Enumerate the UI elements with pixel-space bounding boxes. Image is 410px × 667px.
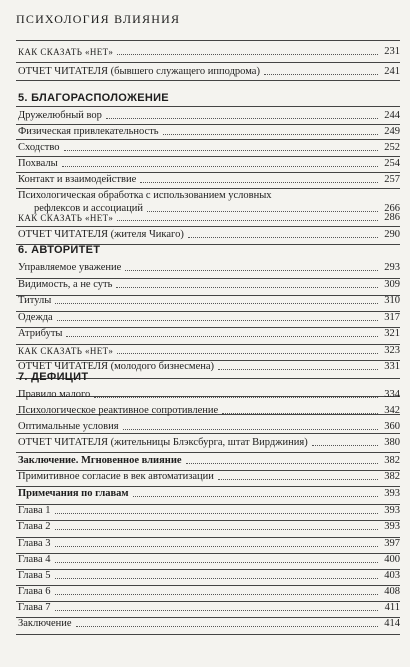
page-number: 317 xyxy=(384,312,400,323)
page-number: 244 xyxy=(384,110,400,121)
row-divider xyxy=(16,327,400,328)
page-number: 266 xyxy=(384,203,400,214)
row-divider xyxy=(16,569,400,570)
row-divider xyxy=(16,433,400,434)
page-number: 331 xyxy=(384,361,400,372)
page-number: 241 xyxy=(384,66,400,77)
page-number: 290 xyxy=(384,229,400,240)
row-divider xyxy=(16,634,400,635)
row-divider xyxy=(16,585,400,586)
row-divider xyxy=(16,295,400,296)
section-title: 5. БЛАГОРАСПОЛОЖЕНИЕ xyxy=(18,92,169,104)
dot-leader xyxy=(76,626,378,627)
dot-leader xyxy=(186,463,378,464)
page-number: 393 xyxy=(384,488,400,499)
dot-leader xyxy=(55,578,378,579)
entry-title: Оптимальные условия xyxy=(18,421,119,432)
entry-title: КАК СКАЗАТЬ «НЕТ» xyxy=(18,213,114,223)
dot-leader xyxy=(117,220,378,221)
entry-title: Атрибуты xyxy=(18,328,63,339)
entry-title: ОТЧЕТ ЧИТАТЕЛЯ (молодого бизнесмена) xyxy=(18,361,215,372)
entry-title: Глава 5 xyxy=(18,570,51,581)
row-divider xyxy=(16,139,400,140)
dot-leader xyxy=(123,429,378,430)
row-divider xyxy=(16,504,400,505)
page-number: 254 xyxy=(384,158,400,169)
entry-title-continuation: рефлексов и ассоциаций xyxy=(34,203,144,214)
page-number: 231 xyxy=(384,46,400,57)
entry-title: Психологическое реактивное сопротивление xyxy=(18,405,219,416)
page-number: 400 xyxy=(384,554,400,565)
entry-title: Физическая привлекательность xyxy=(18,126,159,137)
row-divider xyxy=(16,486,400,487)
dot-leader xyxy=(312,445,378,446)
entry-title: ОТЧЕТ ЧИТАТЕЛЯ (жительницы Блэксбурга, штат Вирджиния) xyxy=(18,437,308,448)
dot-leader xyxy=(66,336,378,337)
entry-title: Примитивное согласие в век автоматизации xyxy=(18,471,214,482)
entry-title: Управляемое уважение xyxy=(18,262,122,273)
dot-leader xyxy=(57,320,378,321)
row-divider xyxy=(16,156,400,157)
dot-leader xyxy=(147,211,378,212)
page-number: 360 xyxy=(384,421,400,432)
dot-leader xyxy=(222,413,378,414)
row-divider xyxy=(16,62,400,63)
section-title: 7. ДЕФИЦИТ xyxy=(18,371,89,383)
dot-leader xyxy=(188,237,378,238)
dot-leader xyxy=(218,479,378,480)
page-number: 408 xyxy=(384,586,400,597)
dot-leader xyxy=(125,270,378,271)
dot-leader xyxy=(133,496,378,497)
page-number: 342 xyxy=(384,405,400,416)
row-divider xyxy=(16,311,400,312)
row-divider xyxy=(16,172,400,173)
dot-leader xyxy=(55,529,378,530)
page-number: 393 xyxy=(384,521,400,532)
entry-title: Глава 2 xyxy=(18,521,51,532)
page-number: 257 xyxy=(384,174,400,185)
page-number: 393 xyxy=(384,505,400,516)
dot-leader xyxy=(55,594,378,595)
page-number: 286 xyxy=(384,212,400,223)
dot-leader xyxy=(140,182,378,183)
row-divider xyxy=(16,601,400,602)
page-number: 252 xyxy=(384,142,400,153)
row-divider xyxy=(16,553,400,554)
row-divider xyxy=(16,106,400,107)
page-number: 293 xyxy=(384,262,400,273)
dot-leader xyxy=(62,166,378,167)
entry-title: Похвалы xyxy=(18,158,58,169)
dot-leader xyxy=(55,562,378,563)
section-title: 6. АВТОРИТЕТ xyxy=(18,244,101,256)
entry-title: Титулы xyxy=(18,295,52,306)
entry-title: Глава 1 xyxy=(18,505,51,516)
running-head: ПСИХОЛОГИЯ ВЛИЯНИЯ xyxy=(16,12,181,26)
page-number: 380 xyxy=(384,437,400,448)
page-number: 382 xyxy=(384,471,400,482)
entry-title: Психологическая обработка с использованием условных xyxy=(18,190,272,201)
entry-title: Примечания по главам xyxy=(18,488,129,499)
entry-title: Контакт и взаимодействие xyxy=(18,174,137,185)
row-divider xyxy=(16,452,400,453)
dot-leader xyxy=(264,74,378,75)
row-divider xyxy=(16,80,400,81)
entry-title: Видимость, а не суть xyxy=(18,279,113,290)
page-number: 249 xyxy=(384,126,400,137)
dot-leader xyxy=(55,610,378,611)
entry-title: Глава 3 xyxy=(18,538,51,549)
dot-leader xyxy=(55,546,378,547)
entry-title: Заключение xyxy=(18,618,72,629)
entry-title: Глава 7 xyxy=(18,602,51,613)
row-divider xyxy=(16,520,400,521)
page-number: 310 xyxy=(384,295,400,306)
page-number: 411 xyxy=(384,602,400,613)
dot-leader xyxy=(117,54,378,55)
entry-title: ОТЧЕТ ЧИТАТЕЛЯ (жителя Чикаго) xyxy=(18,229,184,240)
entry-title: Глава 4 xyxy=(18,554,51,565)
page-number: 414 xyxy=(384,618,400,629)
row-divider xyxy=(16,617,400,618)
dot-leader xyxy=(94,397,378,398)
row-divider xyxy=(16,226,400,227)
page-number: 403 xyxy=(384,570,400,581)
entry-title: Дружелюбный вор xyxy=(18,110,102,121)
page-number: 397 xyxy=(384,538,400,549)
page-number: 309 xyxy=(384,279,400,290)
row-divider xyxy=(16,40,400,41)
dot-leader xyxy=(106,118,378,119)
page-number: 323 xyxy=(384,345,400,356)
dot-leader xyxy=(55,513,378,514)
entry-title: Одежда xyxy=(18,312,53,323)
page-number: 382 xyxy=(384,455,400,466)
dot-leader xyxy=(163,134,378,135)
dot-leader xyxy=(55,303,378,304)
entry-title: КАК СКАЗАТЬ «НЕТ» xyxy=(18,346,114,356)
dot-leader xyxy=(116,287,378,288)
entry-title: Правило малого xyxy=(18,389,91,400)
entry-title: КАК СКАЗАТЬ «НЕТ» xyxy=(18,47,114,57)
entry-title: ОТЧЕТ ЧИТАТЕЛЯ (бывшего служащего ипподрома) xyxy=(18,66,260,77)
entry-title: Сходство xyxy=(18,142,60,153)
row-divider xyxy=(16,124,400,125)
entry-title: Заключение. Мгновенное влияние xyxy=(18,455,182,466)
page-number: 334 xyxy=(384,389,400,400)
entry-title: Глава 6 xyxy=(18,586,51,597)
dot-leader xyxy=(117,353,378,354)
row-divider xyxy=(16,188,400,189)
dot-leader xyxy=(218,369,378,370)
page-number: 321 xyxy=(384,328,400,339)
row-divider xyxy=(16,537,400,538)
dot-leader xyxy=(64,150,378,151)
